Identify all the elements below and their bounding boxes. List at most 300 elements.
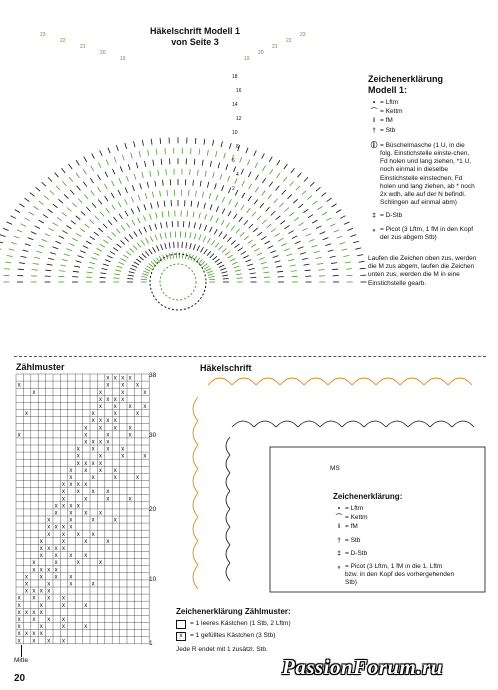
filled-box: x xyxy=(32,631,36,638)
stitch-mark xyxy=(62,231,67,234)
stitch-mark xyxy=(262,153,265,158)
filled-box: x xyxy=(62,546,65,552)
filled-box: x xyxy=(113,517,117,524)
stitch-mark xyxy=(195,191,196,197)
stitch-mark xyxy=(331,263,337,264)
stitch-mark xyxy=(430,421,452,427)
filled-box: x xyxy=(54,574,58,581)
stitch-mark xyxy=(332,269,338,270)
stitch-mark xyxy=(212,256,217,260)
filled-box: x xyxy=(17,624,21,631)
stitch-mark xyxy=(36,187,41,191)
filled-box: x xyxy=(32,567,36,574)
stitch-mark xyxy=(0,235,6,237)
filled-box: x xyxy=(84,496,88,503)
filled-box: x xyxy=(69,524,73,531)
stitch-mark xyxy=(269,157,272,162)
stitch-mark xyxy=(424,378,448,385)
filled-box: x xyxy=(32,560,36,567)
stitch-mark xyxy=(197,246,200,251)
stitch-mark xyxy=(294,217,299,220)
filled-box: x xyxy=(32,595,36,602)
filled-box: x xyxy=(32,617,36,623)
stitch-mark xyxy=(197,170,198,176)
stitch-mark xyxy=(226,527,230,545)
stitch-mark xyxy=(193,212,194,218)
stitch-mark xyxy=(174,242,175,248)
stitch-mark xyxy=(21,256,27,257)
filled-box: x xyxy=(25,574,28,581)
stitch-mark xyxy=(103,264,109,266)
legend-zaehlmuster-title: Zeichenerklärung Zählmuster: xyxy=(176,607,291,616)
stitch-mark xyxy=(207,271,213,273)
stitch-mark xyxy=(98,199,102,204)
filled-box: x xyxy=(121,389,125,396)
stitch-mark xyxy=(34,257,40,258)
stitch-mark xyxy=(4,269,10,270)
stitch-mark xyxy=(114,274,120,275)
stitch-mark xyxy=(61,168,65,173)
filled-box: x xyxy=(106,418,110,425)
stitch-mark xyxy=(218,162,220,168)
stitch-mark xyxy=(80,229,85,232)
stitch-mark xyxy=(134,141,135,147)
stitch-mark xyxy=(145,268,150,271)
stitch-mark xyxy=(275,233,280,236)
stitch-mark xyxy=(98,175,101,180)
stitch-mark xyxy=(298,204,303,208)
stitch-mark xyxy=(259,258,265,260)
stitch-mark xyxy=(210,161,211,167)
stitch-mark xyxy=(241,205,244,210)
section-divider xyxy=(14,356,486,357)
stitch-mark xyxy=(195,138,196,144)
stitch-mark xyxy=(151,203,153,209)
stitch-mark xyxy=(19,204,24,207)
stitch-mark xyxy=(122,155,124,161)
stitch-mark xyxy=(146,238,149,243)
stitch-mark xyxy=(91,166,94,171)
stitch-mark xyxy=(193,469,198,493)
stitch-mark xyxy=(193,445,198,469)
stitch-mark xyxy=(10,216,15,219)
stitch-mark xyxy=(112,181,115,186)
stitch-mark xyxy=(121,258,126,261)
filled-box: x xyxy=(143,453,147,460)
stitch-mark xyxy=(103,240,108,244)
stitch-mark xyxy=(91,191,95,196)
stitch-mark xyxy=(221,272,227,274)
filled-box: x xyxy=(91,581,95,588)
stitch-mark xyxy=(85,224,90,228)
filled-box: x xyxy=(47,581,51,588)
stitch-mark xyxy=(317,263,323,264)
stitch-mark xyxy=(345,262,351,263)
stitch-mark xyxy=(215,259,220,262)
filled-box: x xyxy=(25,588,28,595)
stitch-mark xyxy=(220,268,226,270)
stitch-mark xyxy=(100,212,104,217)
stitch-mark xyxy=(203,264,208,268)
filled-box: x xyxy=(62,482,65,489)
stitch-mark xyxy=(151,139,152,145)
stitch-mark xyxy=(67,208,72,212)
stitch-mark xyxy=(255,187,258,192)
filled-box: x xyxy=(84,510,88,517)
stitch-mark xyxy=(64,194,68,198)
legend-item-kettm: ⌒ = Kettm xyxy=(370,108,403,116)
stitch-mark xyxy=(66,249,72,251)
stitch-mark xyxy=(306,234,311,237)
stitch-mark xyxy=(149,225,151,231)
stitch-mark xyxy=(226,491,230,509)
stitch-mark xyxy=(248,240,253,244)
stitch-mark xyxy=(45,234,50,237)
stitch-mark xyxy=(327,198,332,201)
stitch-mark xyxy=(30,193,35,197)
stitch-mark xyxy=(198,260,202,265)
filled-box: x xyxy=(39,567,43,574)
stitch-mark xyxy=(103,224,107,228)
stitch-mark xyxy=(161,159,162,165)
stitch-mark xyxy=(131,153,133,159)
filled-box: x xyxy=(47,617,51,623)
stitch-mark xyxy=(74,266,80,267)
stitch-mark xyxy=(217,262,222,265)
stitch-mark xyxy=(288,259,294,260)
stitch-mark xyxy=(125,199,128,204)
stitch-mark xyxy=(59,236,64,239)
filled-box: x xyxy=(106,375,110,382)
filled-box: x xyxy=(25,581,28,588)
stitch-mark xyxy=(290,265,296,266)
filled-box: x xyxy=(39,588,43,595)
stitch-mark xyxy=(308,215,313,218)
stitch-mark xyxy=(25,244,31,246)
stitch-mark xyxy=(275,261,281,263)
stitch-mark xyxy=(246,148,248,154)
stitch-mark xyxy=(244,220,248,225)
stitch-mark xyxy=(254,199,258,204)
filled-box: x xyxy=(69,574,73,581)
filled-box: x xyxy=(47,531,51,538)
stitch-mark xyxy=(126,252,131,256)
stitch-mark xyxy=(106,160,108,165)
stitch-mark xyxy=(53,204,58,208)
stitch-mark xyxy=(3,228,9,230)
stitch-mark xyxy=(227,237,231,241)
stitch-mark xyxy=(165,243,167,249)
stitch-mark xyxy=(161,244,163,250)
stitch-mark xyxy=(98,228,103,232)
stitch-mark xyxy=(408,421,430,427)
filled-box: x xyxy=(128,496,132,503)
filled-box: x xyxy=(76,482,80,489)
filled-box: x xyxy=(106,396,110,403)
stitch-mark xyxy=(134,232,137,237)
stitch-mark xyxy=(11,242,17,244)
stitch-mark xyxy=(48,209,53,213)
stitch-mark xyxy=(94,253,99,255)
filled-box: x xyxy=(39,602,43,609)
stitch-mark xyxy=(136,259,141,262)
stitch-mark xyxy=(220,174,222,180)
legend-model1 xyxy=(368,74,486,288)
stitch-mark xyxy=(113,169,115,174)
stitch-mark xyxy=(302,191,306,195)
filled-box: x xyxy=(136,382,139,389)
stitch-mark xyxy=(228,211,231,216)
stitch-mark xyxy=(94,232,99,236)
filled-box: x xyxy=(47,517,51,524)
stitch-mark xyxy=(145,193,147,199)
stitch-mark xyxy=(256,378,280,385)
stitch-mark xyxy=(125,237,129,241)
stitch-mark xyxy=(222,275,228,276)
filled-box: x xyxy=(136,411,139,418)
stitch-mark xyxy=(321,193,326,197)
stitch-mark xyxy=(143,216,145,222)
filled-box: x xyxy=(76,560,80,567)
stitch-mark xyxy=(95,216,99,220)
filled-box: x xyxy=(25,609,28,616)
stitch-mark xyxy=(113,248,118,251)
stitch-mark xyxy=(270,169,273,174)
row-number: 23 xyxy=(40,32,46,38)
stitch-mark xyxy=(295,241,301,243)
stitch-mark xyxy=(84,157,87,162)
stitch-mark xyxy=(170,232,171,238)
filled-box: x xyxy=(69,581,73,588)
stitch-mark xyxy=(312,245,318,247)
filled-box: x xyxy=(54,524,58,531)
stitch-mark xyxy=(245,260,251,262)
stitch-mark xyxy=(169,242,170,248)
stitch-mark xyxy=(352,378,376,385)
stitch-mark xyxy=(222,208,225,213)
filled-box: x xyxy=(99,560,102,567)
zaehlmuster-row-1: 1 xyxy=(149,640,153,647)
stitch-mark xyxy=(209,193,211,199)
zaehlmuster-row-20: 20 xyxy=(149,506,157,513)
stitch-mark xyxy=(204,225,206,231)
stitch-mark xyxy=(202,192,203,198)
filled-box: x xyxy=(69,503,73,510)
stitch-mark xyxy=(205,171,206,177)
stitch-mark xyxy=(193,421,198,445)
filled-box: x xyxy=(32,588,36,595)
stitch-mark xyxy=(229,143,231,149)
filled-box: x xyxy=(84,439,88,446)
stitch-mark xyxy=(309,239,315,241)
stitch-mark xyxy=(155,181,156,187)
stitch-mark xyxy=(48,228,53,231)
stitch-mark xyxy=(24,198,29,201)
stitch-mark xyxy=(83,169,86,174)
stitch-mark xyxy=(328,378,352,385)
filled-box: x xyxy=(17,382,21,389)
stitch-mark xyxy=(48,258,54,259)
stitch-mark xyxy=(236,274,242,275)
filled-box: x xyxy=(54,560,58,567)
stitch-mark xyxy=(78,256,84,258)
stitch-mark xyxy=(185,253,186,259)
stitch-mark xyxy=(231,226,235,231)
row-number: 22 xyxy=(286,38,292,44)
stitch-mark xyxy=(279,203,283,207)
stitch-mark xyxy=(76,261,82,263)
stitch-mark xyxy=(76,233,81,236)
filled-box: x xyxy=(113,467,117,474)
stitch-mark xyxy=(328,250,334,252)
stitch-mark xyxy=(141,240,144,245)
stitch-mark xyxy=(173,253,174,259)
stitch-mark xyxy=(300,252,306,254)
stitch-mark xyxy=(100,150,102,155)
stitch-mark xyxy=(72,203,76,207)
stitch-mark xyxy=(153,160,154,166)
filled-box: x xyxy=(106,432,110,439)
filled-box: x xyxy=(54,510,58,517)
stitch-mark xyxy=(340,216,345,219)
stitch-mark xyxy=(118,262,124,264)
filled-box: x xyxy=(91,517,95,524)
stitch-mark xyxy=(97,248,102,251)
legend-border xyxy=(333,491,463,589)
stitch-mark xyxy=(276,266,282,267)
stitch-mark xyxy=(43,215,48,218)
stitch-mark xyxy=(70,190,74,194)
stitch-mark xyxy=(276,186,280,191)
stitch-mark xyxy=(204,266,209,269)
stitch-mark xyxy=(215,183,217,189)
filled-box: x xyxy=(84,553,88,560)
stitch-mark xyxy=(163,180,164,186)
stitch-mark xyxy=(164,201,165,207)
stitch-mark xyxy=(312,220,317,223)
stitch-mark xyxy=(347,228,353,230)
stitch-mark xyxy=(141,279,147,280)
stitch-mark xyxy=(107,236,112,240)
stitch-mark xyxy=(76,173,80,178)
stitch-mark xyxy=(152,192,153,198)
stitch-mark xyxy=(262,191,266,196)
stitch-mark xyxy=(318,270,324,271)
stitch-mark xyxy=(107,255,112,258)
stitch-mark xyxy=(129,272,135,274)
legend2-item-stb: † = Stb xyxy=(337,536,361,544)
stitch-mark xyxy=(194,222,195,228)
zaehlmuster-grid xyxy=(0,360,170,650)
stitch-mark xyxy=(322,212,327,215)
stitch-mark xyxy=(42,239,48,241)
stitch-mark xyxy=(231,240,235,244)
stitch-mark xyxy=(105,172,108,177)
stitch-mark xyxy=(283,177,287,182)
stitch-mark xyxy=(108,220,112,225)
filled-box: x xyxy=(39,538,43,545)
filled-box-icon: x xyxy=(176,632,186,641)
legend-border-title: Zeichenerklärung: xyxy=(333,492,403,501)
filled-box: x xyxy=(47,638,51,645)
stitch-mark xyxy=(77,186,81,191)
filled-box: x xyxy=(54,567,58,574)
stitch-mark xyxy=(137,206,139,212)
stitch-mark xyxy=(125,143,127,149)
filled-box: x xyxy=(17,609,21,616)
stitch-mark xyxy=(209,279,215,280)
stitch-mark xyxy=(244,236,249,240)
stitch-mark xyxy=(213,140,214,146)
stitch-mark xyxy=(314,251,320,253)
stitch-mark xyxy=(286,254,292,256)
stitch-mark xyxy=(17,230,23,232)
stitch-mark xyxy=(288,231,293,234)
stitch-mark xyxy=(205,214,207,220)
stitch-mark xyxy=(156,246,159,251)
stitch-mark xyxy=(332,204,337,207)
stitch-mark xyxy=(232,421,254,427)
stitch-mark xyxy=(141,276,147,277)
filled-box: x xyxy=(39,553,43,560)
stitch-mark xyxy=(261,262,267,264)
stitch-mark xyxy=(92,203,96,208)
row-number: 19 xyxy=(244,56,250,62)
stitch-mark xyxy=(247,160,249,165)
stitch-mark xyxy=(112,205,115,210)
stitch-mark xyxy=(284,164,287,169)
filled-box: x xyxy=(121,375,125,382)
stitch-mark xyxy=(260,203,264,208)
stitch-mark xyxy=(90,236,95,239)
stitch-mark xyxy=(14,236,20,238)
stitch-mark xyxy=(19,263,25,264)
stitch-mark xyxy=(166,222,167,228)
stitch-mark xyxy=(248,196,251,201)
stitch-mark xyxy=(132,220,135,225)
filled-box: x xyxy=(39,546,43,552)
filled-box: x xyxy=(39,631,43,638)
stitch-mark xyxy=(160,233,162,239)
stitch-mark xyxy=(302,258,308,259)
legend2-item-kettm: ⌒ = Kettm xyxy=(335,514,368,522)
stitch-mark xyxy=(224,153,226,159)
stitch-mark xyxy=(344,222,349,224)
filled-box: x xyxy=(76,503,80,510)
filled-box: x xyxy=(91,460,95,467)
stitch-mark xyxy=(452,421,474,427)
stitch-mark xyxy=(206,268,211,271)
stitch-mark xyxy=(72,238,77,241)
stitch-mark xyxy=(364,421,386,427)
filled-box: x xyxy=(128,404,132,410)
stitch-mark xyxy=(0,248,1,249)
stitch-mark xyxy=(7,255,13,256)
filled-box: x xyxy=(106,439,110,446)
stitch-mark xyxy=(138,195,140,201)
stitch-mark xyxy=(235,178,237,183)
stitch-mark xyxy=(83,182,87,187)
filled-box: x xyxy=(62,617,65,623)
stitch-mark xyxy=(355,248,361,249)
stitch-mark xyxy=(316,226,321,229)
stitch-mark xyxy=(78,199,82,203)
stitch-mark xyxy=(323,238,329,240)
stitch-mark xyxy=(153,247,156,252)
filled-box: x xyxy=(54,503,58,510)
stitch-mark xyxy=(121,226,125,231)
filled-box: x xyxy=(47,567,51,574)
